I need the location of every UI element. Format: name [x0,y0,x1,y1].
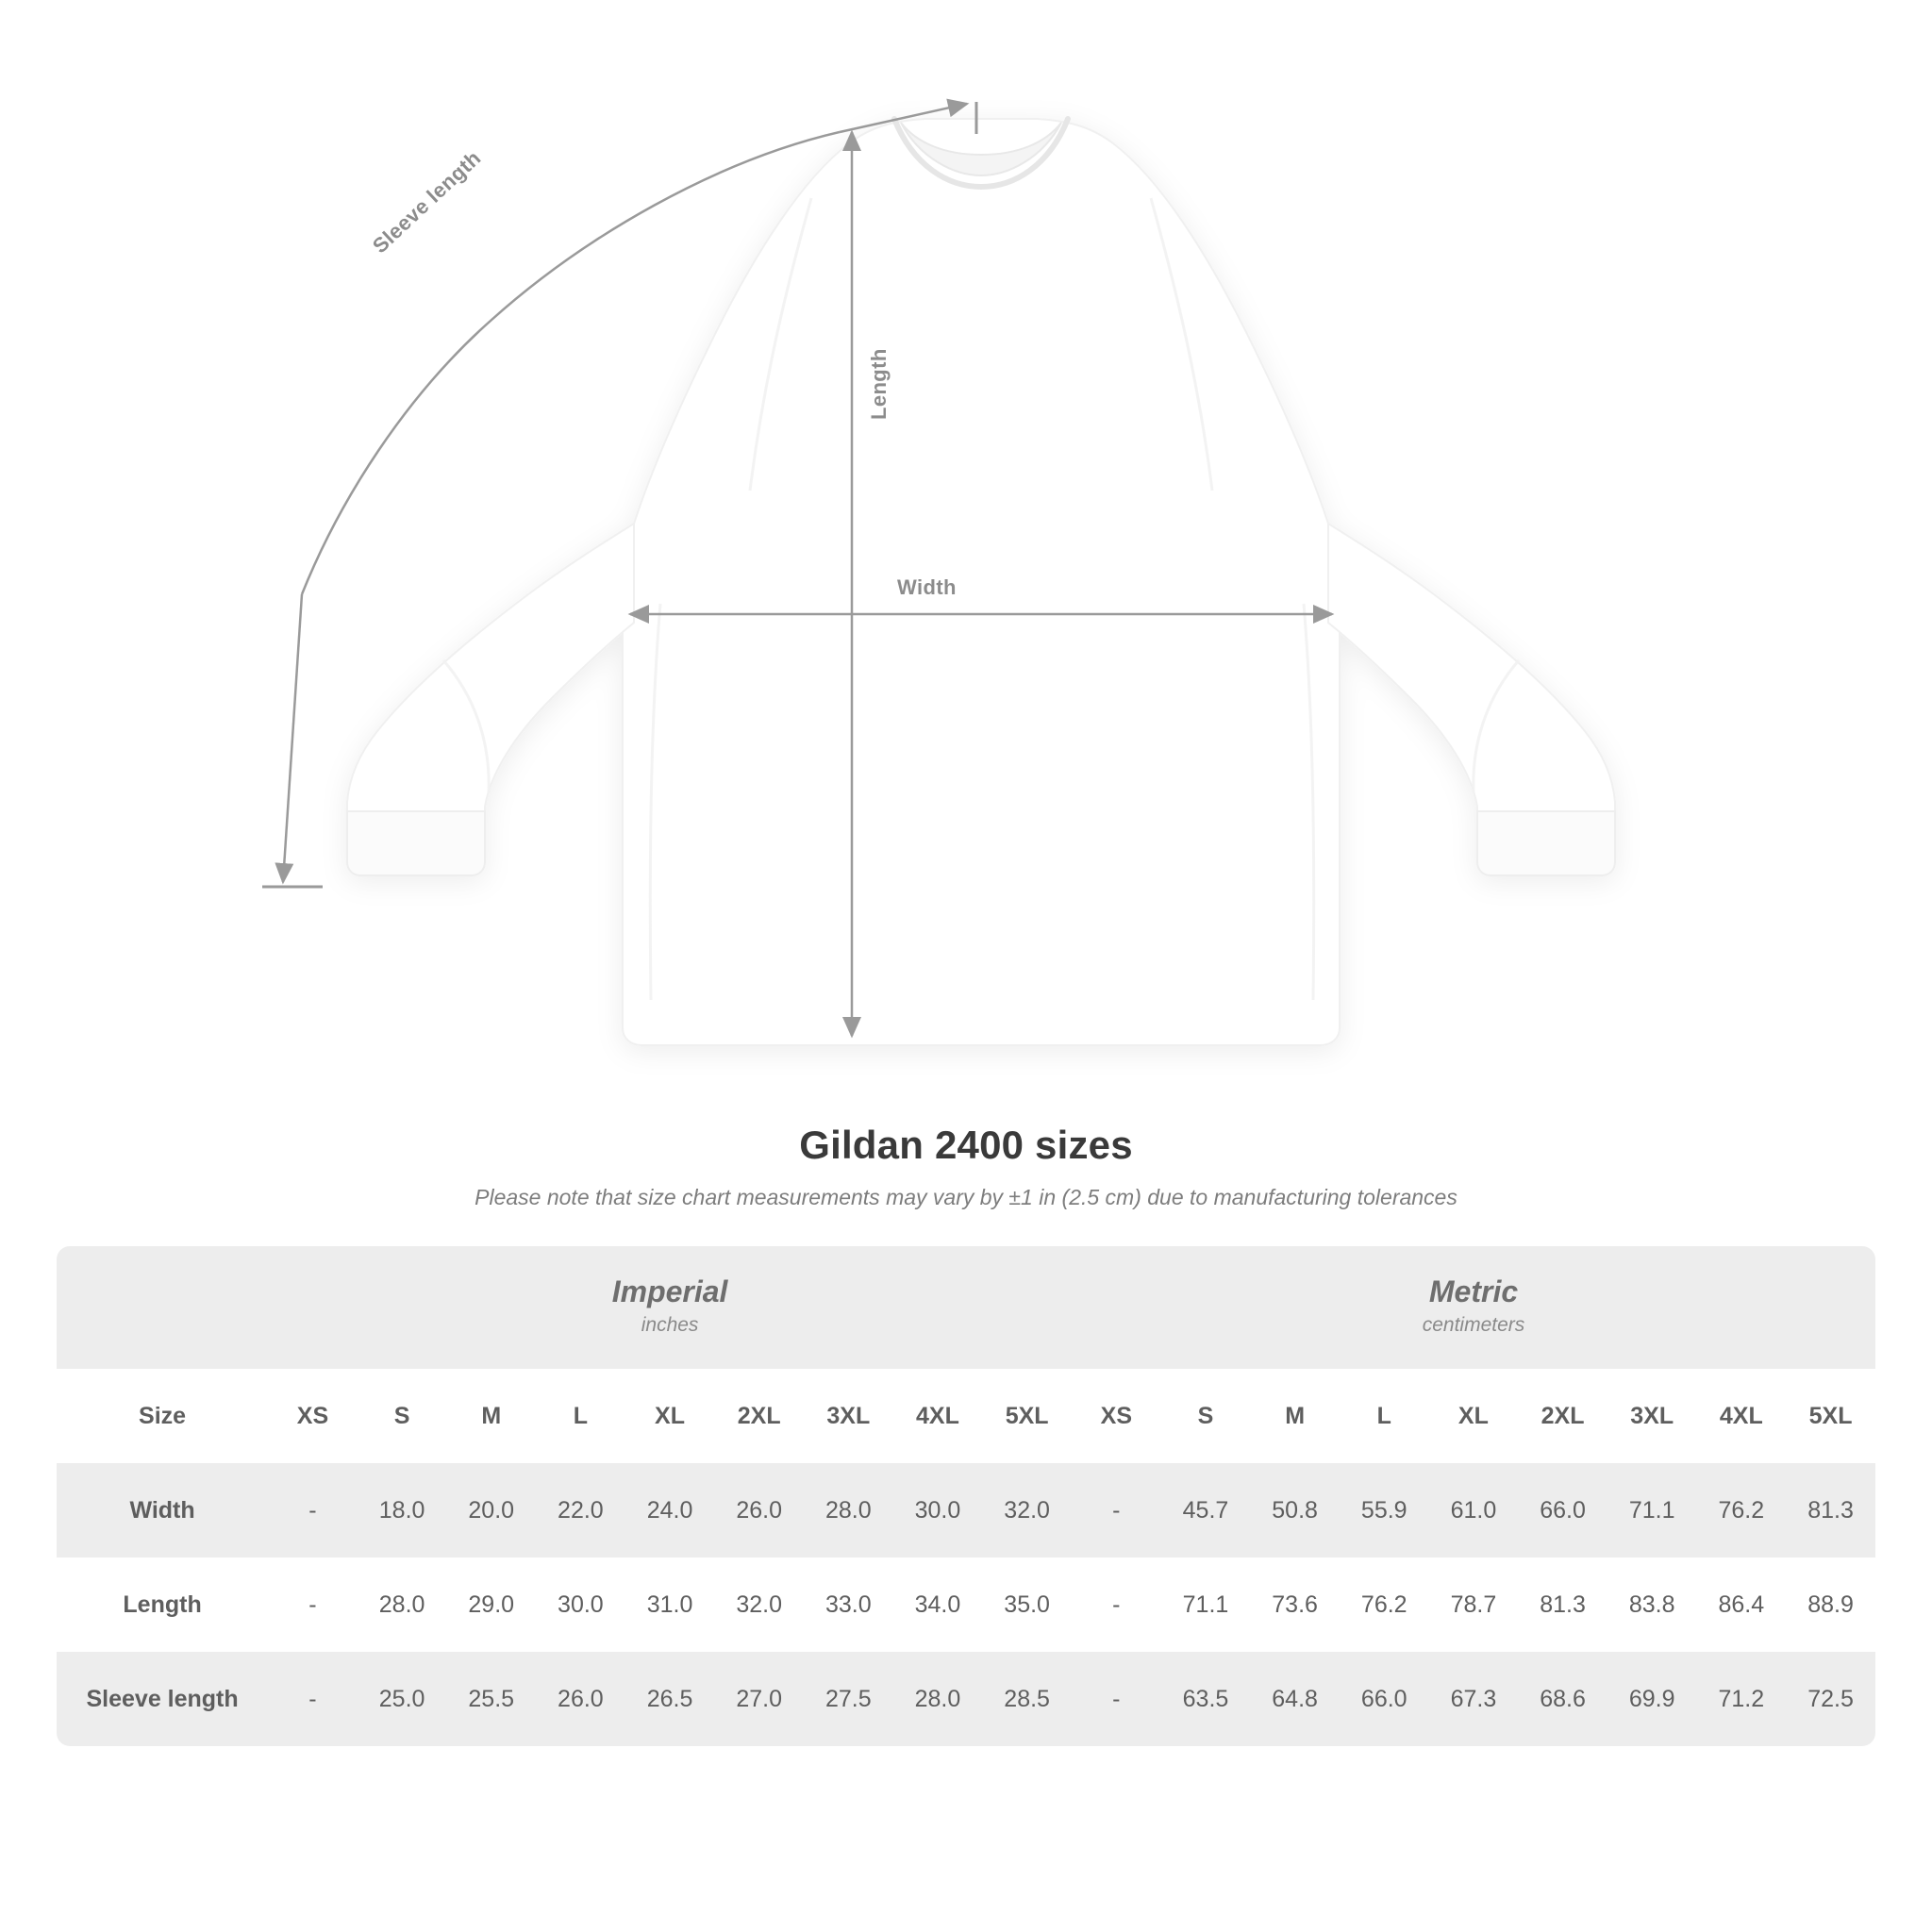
cell-width-metric-4xl: 76.2 [1697,1463,1787,1557]
cell-length-metric-2xl: 81.3 [1518,1557,1607,1652]
cell-length-imperial-s: 28.0 [358,1557,447,1652]
unit-name-imperial: Imperial [611,1274,728,1308]
cell-length-imperial-xs: - [268,1557,358,1652]
cell-width-imperial-2xl: 26.0 [714,1463,804,1557]
cell-sleeve-imperial-m: 25.5 [446,1652,536,1746]
cell-width-imperial-m: 20.0 [446,1463,536,1557]
cell-sleeve-metric-3xl: 69.9 [1607,1652,1697,1746]
cell-length-metric-5xl: 88.9 [1786,1557,1875,1652]
cell-sleeve-imperial-xs: - [268,1652,358,1746]
cell-sleeve-imperial-l: 26.0 [536,1652,625,1746]
row-label-width: Width [57,1463,268,1557]
unit-header-imperial [268,1246,1072,1369]
width-label: Width [897,575,957,599]
cell-width-imperial-4xl: 30.0 [893,1463,983,1557]
cell-width-metric-s: 45.7 [1161,1463,1251,1557]
size-header-imperial-2xl: 2XL [714,1369,804,1463]
cell-length-imperial-3xl: 33.0 [804,1557,893,1652]
unit-header-spacer [57,1246,268,1369]
sleeve-length-label: Sleeve length [368,145,486,258]
cell-sleeve-metric-4xl: 71.2 [1697,1652,1787,1746]
cell-length-metric-xs: - [1072,1557,1161,1652]
cell-sleeve-imperial-s: 25.0 [358,1652,447,1746]
cell-length-imperial-5xl: 35.0 [982,1557,1072,1652]
cell-sleeve-metric-m: 64.8 [1250,1652,1340,1746]
size-header-row [57,1369,1875,1463]
size-header-imperial-5xl: 5XL [982,1369,1072,1463]
size-header-imperial-xs: XS [268,1369,358,1463]
table-row [57,1652,1875,1746]
size-header-imperial-4xl: 4XL [893,1369,983,1463]
cell-length-imperial-2xl: 32.0 [714,1557,804,1652]
size-header-metric-s: S [1161,1369,1251,1463]
cell-width-metric-5xl: 81.3 [1786,1463,1875,1557]
size-header-metric-4xl: 4XL [1697,1369,1787,1463]
cell-width-imperial-xs: - [268,1463,358,1557]
row-label-length: Length [57,1557,268,1652]
size-header-metric-5xl: 5XL [1786,1369,1875,1463]
cell-width-imperial-s: 18.0 [358,1463,447,1557]
cell-length-metric-l: 76.2 [1340,1557,1429,1652]
size-header-imperial-s: S [358,1369,447,1463]
cell-sleeve-imperial-3xl: 27.5 [804,1652,893,1746]
unit-header-row [57,1246,1875,1369]
size-header-imperial-m: M [446,1369,536,1463]
unit-sub-metric: centimeters [1422,1313,1525,1336]
unit-name-metric: Metric [1428,1274,1519,1308]
size-table-wrapper [57,1246,1875,1746]
cell-length-metric-4xl: 86.4 [1697,1557,1787,1652]
table-row [57,1463,1875,1557]
length-label: Length [867,348,891,420]
cell-sleeve-metric-xs: - [1072,1652,1161,1746]
table-row [57,1557,1875,1652]
cell-length-metric-s: 71.1 [1161,1557,1251,1652]
cell-sleeve-imperial-xl: 26.5 [625,1652,715,1746]
size-header-metric-xl: XL [1429,1369,1519,1463]
cell-width-imperial-3xl: 28.0 [804,1463,893,1557]
cell-sleeve-metric-5xl: 72.5 [1786,1652,1875,1746]
cell-sleeve-metric-l: 66.0 [1340,1652,1429,1746]
cell-sleeve-metric-s: 63.5 [1161,1652,1251,1746]
size-header-metric-2xl: 2XL [1518,1369,1607,1463]
cell-length-imperial-m: 29.0 [446,1557,536,1652]
row-label-sleeve-length: Sleeve length [57,1652,268,1746]
size-header-metric-l: L [1340,1369,1429,1463]
size-header-imperial-xl: XL [625,1369,715,1463]
cell-width-metric-2xl: 66.0 [1518,1463,1607,1557]
cell-width-metric-xl: 61.0 [1429,1463,1519,1557]
cell-sleeve-metric-xl: 67.3 [1429,1652,1519,1746]
cell-length-imperial-4xl: 34.0 [893,1557,983,1652]
title-block [0,1123,1932,1210]
cell-length-metric-3xl: 83.8 [1607,1557,1697,1652]
size-header-metric-xs: XS [1072,1369,1161,1463]
tolerance-note: Please note that size chart measurements may vary by ±1 in (2.5 cm) due to manufacturing tolerances [475,1185,1457,1209]
cell-width-metric-3xl: 71.1 [1607,1463,1697,1557]
size-header-imperial-3xl: 3XL [804,1369,893,1463]
cell-width-metric-l: 55.9 [1340,1463,1429,1557]
cell-sleeve-metric-2xl: 68.6 [1518,1652,1607,1746]
size-header-metric-3xl: 3XL [1607,1369,1697,1463]
size-header-metric-m: M [1250,1369,1340,1463]
cell-width-imperial-5xl: 32.0 [982,1463,1072,1557]
page-title: Gildan 2400 sizes [799,1123,1133,1167]
cell-width-metric-m: 50.8 [1250,1463,1340,1557]
cell-sleeve-imperial-2xl: 27.0 [714,1652,804,1746]
cell-sleeve-imperial-4xl: 28.0 [893,1652,983,1746]
cell-width-imperial-l: 22.0 [536,1463,625,1557]
cell-width-imperial-xl: 24.0 [625,1463,715,1557]
cell-length-imperial-xl: 31.0 [625,1557,715,1652]
cell-length-metric-m: 73.6 [1250,1557,1340,1652]
cell-sleeve-imperial-5xl: 28.5 [982,1652,1072,1746]
size-header-label: Size [57,1369,268,1463]
unit-header-metric [1072,1246,1875,1369]
size-header-imperial-l: L [536,1369,625,1463]
size-table [57,1246,1875,1746]
cell-width-metric-xs: - [1072,1463,1161,1557]
unit-sub-imperial: inches [641,1313,699,1336]
cell-length-imperial-l: 30.0 [536,1557,625,1652]
cell-length-metric-xl: 78.7 [1429,1557,1519,1652]
